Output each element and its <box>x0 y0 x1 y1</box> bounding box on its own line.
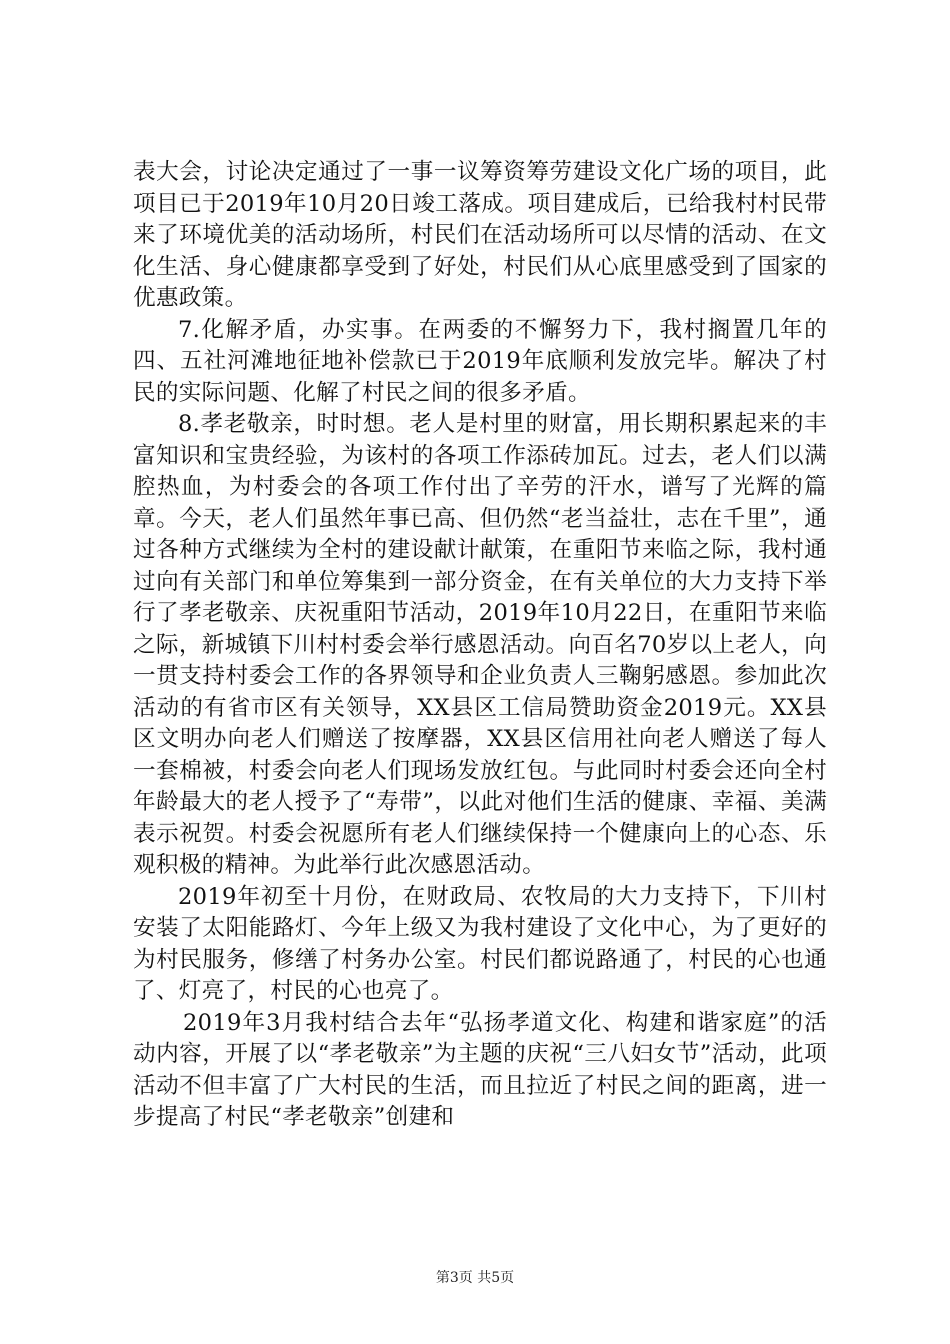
paragraph-womens-day: 2019年3月我村结合去年“弘扬孝道文化、构建和谐家庭”的活动内容，开展了以“孝老敬亲”为主题的庆祝“三八妇女节”活动，此项活动不但丰富了广大村民的生活，而且拉近了村民之间的距离，进一步提高了村民“孝老敬亲”创建和 <box>133 1009 827 1130</box>
paragraph-streetlights: 2019年初至十月份，在财政局、农牧局的大力支持下，下川村安装了太阳能路灯、今年上级又为我村建设了文化中心，为了更好的为村民服务，修缮了村务办公室。村民们都说路通了，村民的心也通了、灯亮了，村民的心也亮了。 <box>133 883 827 1004</box>
page-number-footer: 第3页 共5页 <box>435 1270 515 1286</box>
paragraph-item-7: 7.化解矛盾，办实事。在两委的不懈努力下，我村搁置几年的四、五社河滩地征地补偿款已于2019年底顺利发放完毕。解决了村民的实际问题、化解了村民之间的很多矛盾。 <box>133 316 827 406</box>
paragraph-item-8: 8.孝老敬亲，时时想。老人是村里的财富，用长期积累起来的丰富知识和宝贵经验，为该村的各项工作添砖加瓦。过去，老人们以满腔热血，为村委会的各项工作付出了辛劳的汗水，谱写了光辉的篇章。今天，老人们虽然年事已高、但仍然“老当益壮，志在千里”，通过各种方式继续为全村的建设献计献策，在重阳节来临之际，我村通过向有关部门和单位筹集到一部分资金，在有关单位的大力支持下举行了孝老敬亲、庆祝重阳节活动，2019年10月22日，在重阳节来临之际，新城镇下川村村委会举行感恩活动。向百名70岁以上老人，向一贯支持村委会工作的各界领导和企业负责人三鞠躬感恩。参加此次活动的有省市区有关领导，XX县区工信局赞助资金2019元。XX县区文明办向老人们赠送了按摩器，XX县区信用社向老人赠送了每人一套棉被，村委会向老人们现场发放红包。与此同时村委会还向全村年龄最大的老人授予了“寿带”，以此对他们生活的健康、幸福、美满表示祝贺。村委会祝愿所有老人们继续保持一个健康向上的心态、乐观积极的精神。为此举行此次感恩活动。 <box>133 411 827 878</box>
paragraph-continuation: 表大会，讨论决定通过了一事一议筹资筹劳建设文化广场的项目，此项目已于2019年10月20日竣工落成。项目建成后，已给我村村民带来了环境优美的活动场所，村民们在活动场所可以尽情的活动、在文化生活、身心健康都享受到了好处，村民们从心底里感受到了国家的优惠政策。 <box>133 159 827 311</box>
document-body <box>133 157 827 1134</box>
